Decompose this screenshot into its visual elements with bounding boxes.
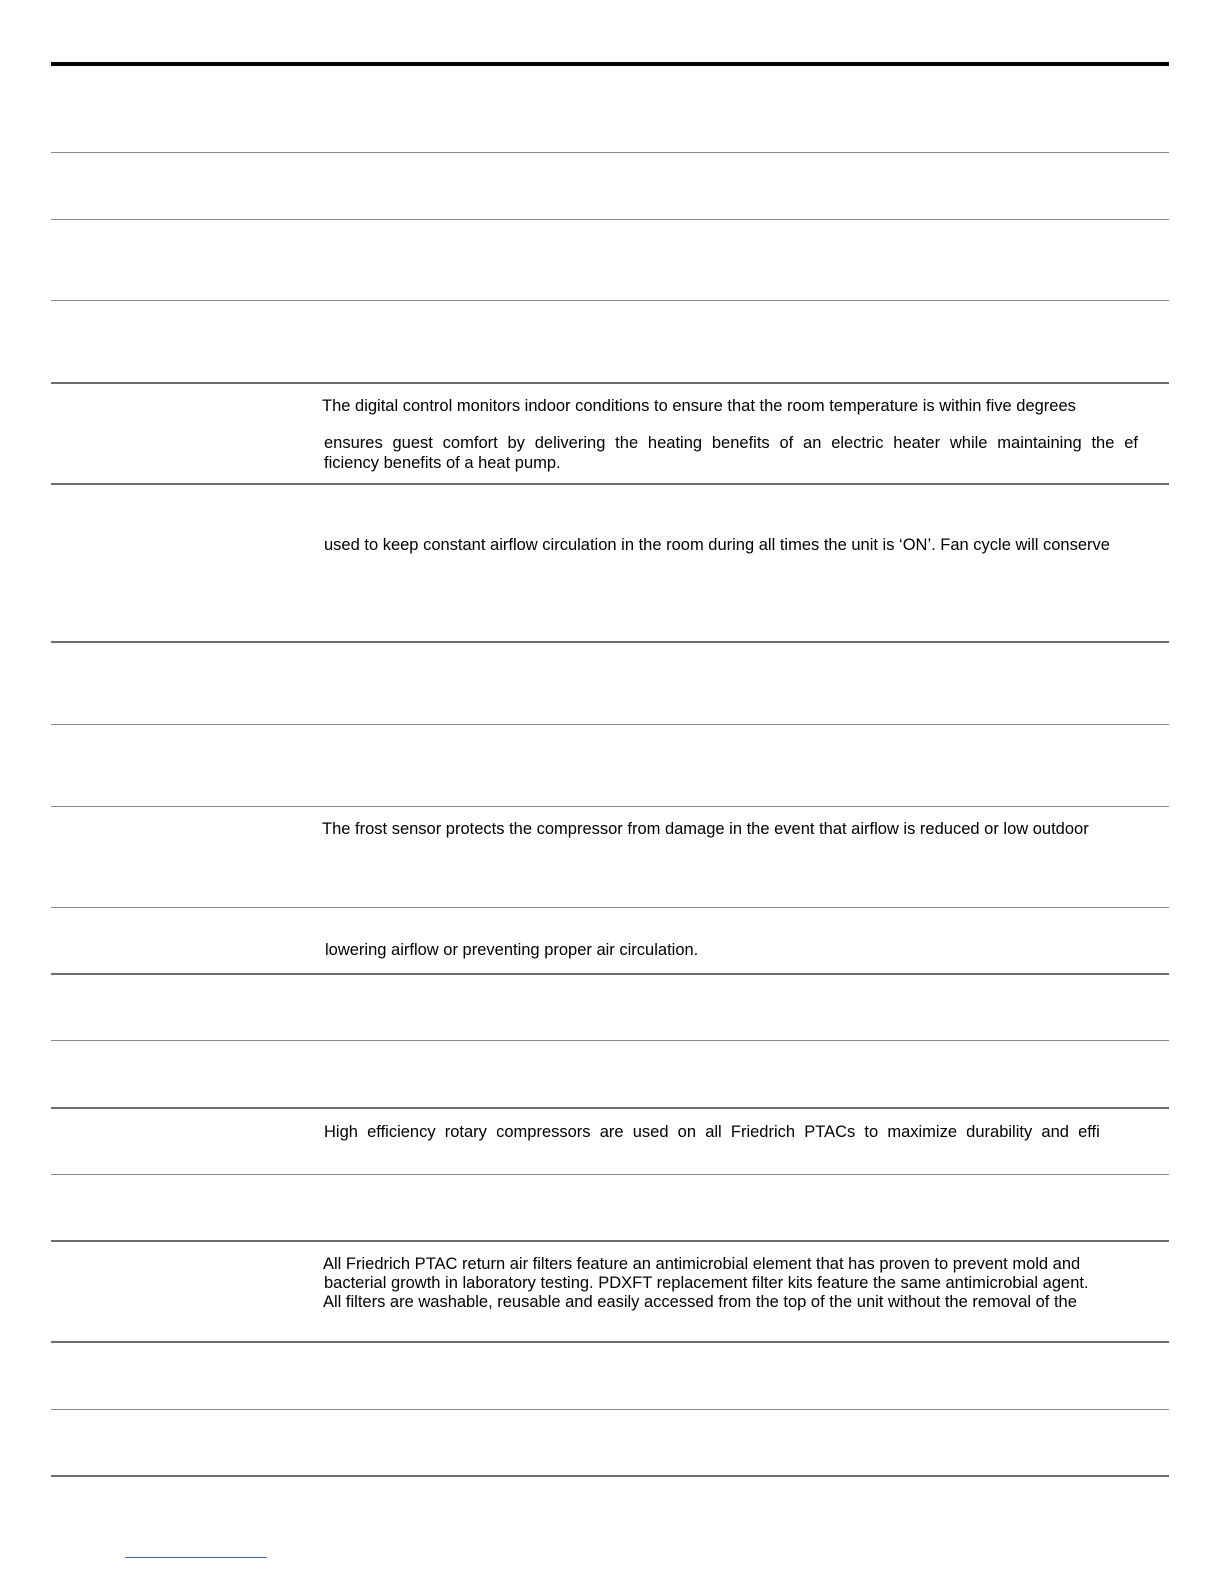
row-divider [51, 382, 1169, 384]
digital-control-text-line-1: The digital control monitors indoor conditions to ensure that the room temperature is within five degrees [322, 397, 1076, 415]
header-rule [51, 62, 1169, 66]
footer-link-underline[interactable] [125, 1557, 267, 1558]
digital-control-text-line-3: ficiency benefits of a heat pump. [324, 454, 561, 472]
row-divider [51, 907, 1169, 908]
row-divider [51, 724, 1169, 725]
frost-sensor-text-line-1: The frost sensor protects the compressor from damage in the event that airflow is reduced or low outdoor [322, 820, 1089, 838]
row-divider [51, 1174, 1169, 1175]
row-divider [51, 1409, 1169, 1410]
row-divider [51, 1107, 1169, 1109]
row-divider [51, 1475, 1169, 1477]
digital-control-text-line-2: ensures guest comfort by delivering the heating benefits of an electric heater while maintaining the ef [324, 434, 1138, 452]
row-divider [51, 483, 1169, 485]
row-divider [51, 806, 1169, 807]
filters-text-line-3: All filters are washable, reusable and easily accessed from the top of the unit without the removal of the [323, 1293, 1077, 1311]
row-divider [51, 300, 1169, 301]
row-divider [51, 641, 1169, 643]
fan-cycle-text-line-1: used to keep constant airflow circulation in the room during all times the unit is ‘ON’. Fan cycle will conserve [324, 536, 1110, 554]
airflow-text-line-1: lowering airflow or preventing proper air circulation. [325, 941, 699, 959]
row-divider [51, 1040, 1169, 1041]
row-divider [51, 219, 1169, 220]
row-divider [51, 1341, 1169, 1343]
filters-text-line-1: All Friedrich PTAC return air filters feature an antimicrobial element that has proven to prevent mold and [323, 1255, 1081, 1273]
filters-text-line-2: bacterial growth in laboratory testing. PDXFT replacement filter kits feature the same antimicrobial agent. [324, 1274, 1089, 1292]
row-divider [51, 973, 1169, 975]
compressor-text-line-1: High efficiency rotary compressors are used on all Friedrich PTACs to maximize durability and effi [324, 1123, 1100, 1141]
row-divider [51, 1240, 1169, 1242]
row-divider [51, 152, 1169, 153]
